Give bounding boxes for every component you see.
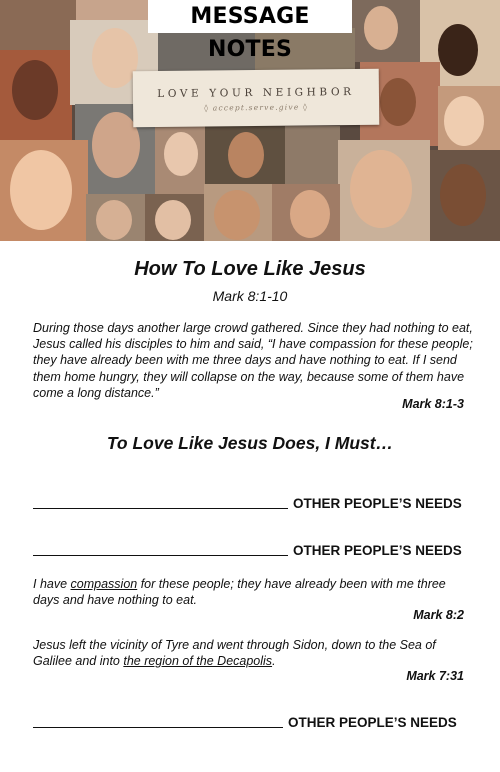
blank-label: OTHER PEOPLE’S NEEDS: [288, 715, 457, 730]
face-photo: [12, 60, 58, 120]
passage-text-part: I have: [33, 577, 71, 591]
diamond-icon: ◊: [204, 103, 210, 113]
sermon-title: How To Love Like Jesus: [134, 258, 366, 280]
face-photo: [164, 132, 198, 176]
fill-in-blank: [33, 543, 462, 558]
face-photo: [228, 132, 264, 178]
face-photo: [444, 96, 484, 146]
passage-reference: Mark 8:2: [413, 608, 464, 622]
fill-in-blank: [33, 496, 462, 511]
blank-label: OTHER PEOPLE’S NEEDS: [293, 543, 462, 558]
passage-text-part: .: [272, 654, 276, 669]
passage-reference: Mark 8:1-3: [402, 397, 464, 411]
face-photo: [350, 150, 412, 228]
passage-text-part: for these people; they have already been with me three days and have nothing to eat.: [33, 577, 446, 608]
face-photo: [364, 6, 398, 50]
series-subtitle: [133, 102, 379, 114]
face-photo: [440, 164, 486, 226]
header-collage: [0, 0, 500, 241]
sermon-scripture: Mark 8:1-10: [212, 288, 288, 304]
sermon-series-sign: [133, 69, 380, 128]
face-photo: [96, 200, 132, 240]
blank-line[interactable]: [33, 727, 283, 728]
underlined-phrase: the region of the Decapolis: [123, 654, 273, 669]
blank-line[interactable]: [33, 555, 288, 556]
face-photo: [155, 200, 191, 240]
face-photo: [214, 190, 260, 240]
message-notes-header: MESSAGE NOTES: [148, 0, 352, 33]
diamond-icon: ◊: [303, 102, 309, 112]
blank-label: OTHER PEOPLE’S NEEDS: [293, 496, 462, 511]
fill-in-blank: [33, 715, 457, 730]
face-photo: [92, 28, 138, 88]
series-tagline: accept.serve.give: [212, 102, 300, 113]
passage-text-part: Jesus left the vicinity of Tyre and went through Sidon, down to the Sea of Galilee and into: [33, 638, 436, 669]
face-photo: [438, 24, 478, 76]
passage-text: [33, 637, 473, 669]
section-subheading: To Love Like Jesus Does, I Must…: [106, 433, 394, 453]
blank-line[interactable]: [33, 508, 288, 509]
face-photo: [290, 190, 330, 238]
underlined-word: compassion: [70, 577, 138, 591]
series-title: LOVE YOUR NEIGHBOR: [157, 85, 355, 101]
photo-tile: [0, 0, 78, 52]
face-photo: [380, 78, 416, 126]
photo-tile: [285, 126, 340, 186]
passage-reference: Mark 7:31: [406, 669, 464, 683]
passage-text: [33, 576, 473, 608]
face-photo: [10, 150, 72, 230]
passage-text: During those days another large crowd gathered. Since they had nothing to eat, Jesus called his disciples to him and said, “I have compassion for these people; they have already been with me three days and have nothing to eat. If I send them home hungry, they will collapse on the way, because some of them have come a long distance.”: [33, 321, 473, 400]
